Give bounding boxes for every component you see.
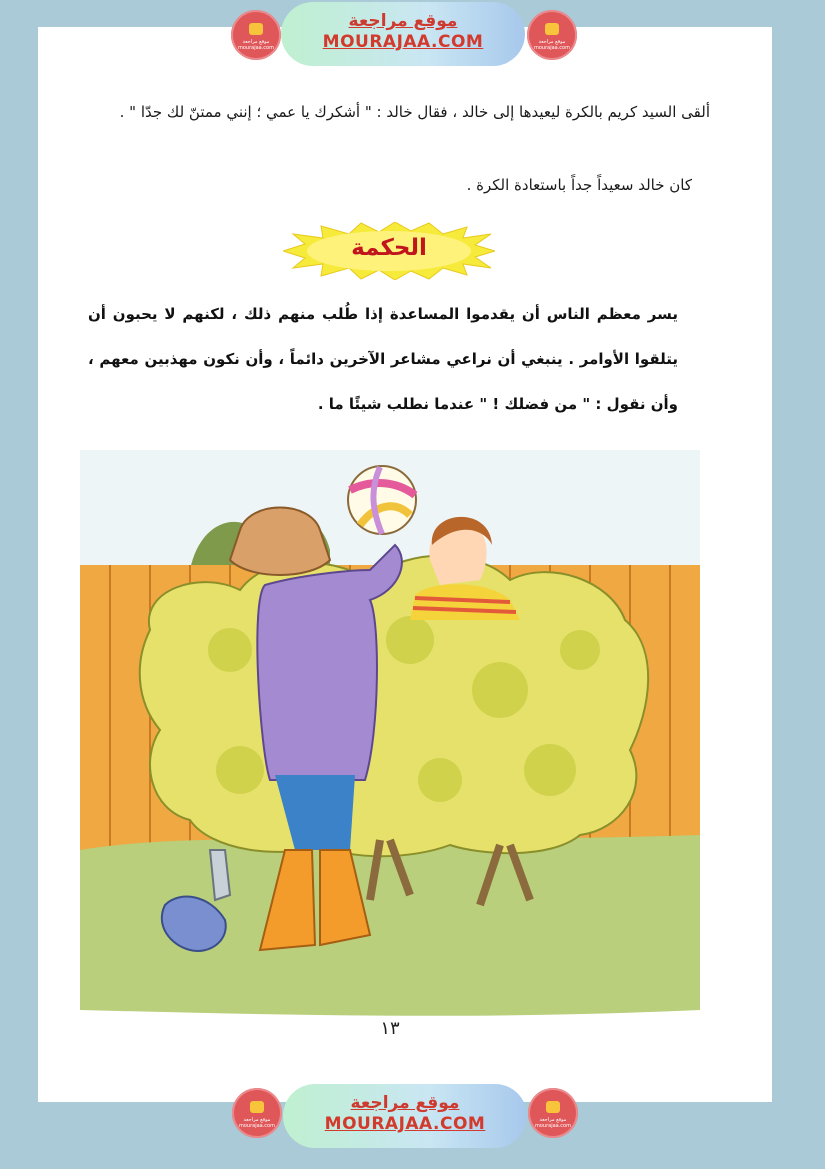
watermark-header	[0, 0, 825, 70]
watermark-arabic: موقع مراجعة	[348, 11, 458, 31]
wisdom-title-badge	[283, 222, 495, 280]
watermark-english: MOURAJAA.COM	[324, 1114, 486, 1134]
ball	[348, 466, 416, 534]
page-number: ١٣	[380, 1018, 400, 1039]
watermark-logo-icon: موقع مراجعة mourajaa.com	[527, 10, 577, 60]
watermark-logo-icon: موقع مراجعة mourajaa.com	[528, 1088, 578, 1138]
watermark-link[interactable]	[283, 1084, 527, 1148]
watermark-link[interactable]	[281, 2, 525, 66]
watermark-footer	[0, 1080, 825, 1150]
watermark-arabic: موقع مراجعة	[350, 1093, 460, 1113]
story-paragraph-2: كان خالد سعيداً جداً باستعادة الكرة .	[466, 176, 692, 194]
watermark-english: MOURAJAA.COM	[322, 32, 484, 52]
story-paragraph-1: ألقى السيد كريم بالكرة ليعيدها إلى خالد ، فقال خالد : " أشكرك يا عمي ؛ إنني ممتنّ لك جدّا " .	[119, 103, 710, 121]
wisdom-title: الحكمة	[351, 235, 427, 261]
watermark-logo-icon: موقع مراجعة mourajaa.com	[232, 1088, 282, 1138]
watermark-logo-icon: موقع مراجعة mourajaa.com	[231, 10, 281, 60]
wisdom-paragraph: يسر معظم الناس أن يقدموا المساعدة إذا طُلب منهم ذلك ، لكنهم لا يحبون أن يتلقوا الأوامر . ينبغي أن نراعي مشاعر الآخرين دائماً ، وأن نكون مهذبين معهم ، وأن نقول : " من فضلك ! " عندما نطلب شيئًا ما .	[88, 305, 678, 413]
garden-illustration	[80, 450, 700, 1020]
